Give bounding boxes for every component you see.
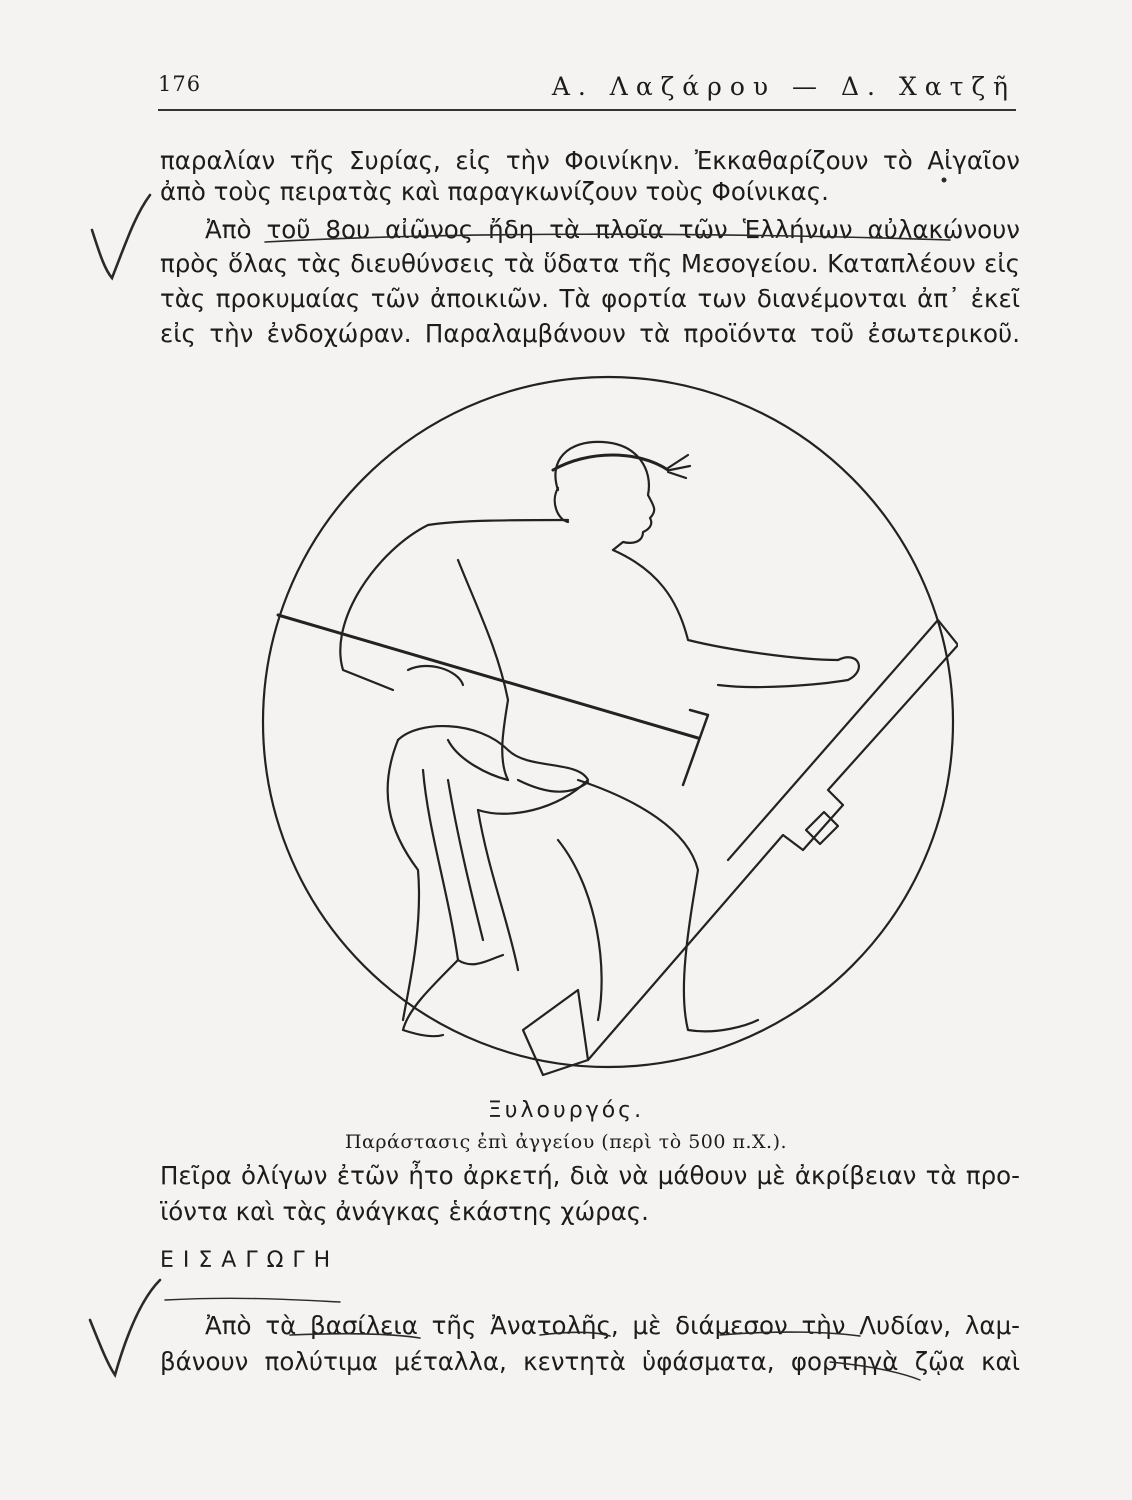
adze-blade — [683, 710, 708, 785]
text-line: παραλίαν τῆς Συρίας, εἰς τὴν Φοινίκην. Ἐκκαθαρίζουν τὸ Αἰγαῖον — [160, 146, 1020, 175]
drapery-left — [388, 740, 419, 1020]
page-header — [158, 70, 1016, 104]
carpenter-arm-front — [613, 550, 838, 660]
text-line: πρὸς ὅλας τὰς διευθύνσεις τὰ ὕδατα τῆς Μεσογείου. Καταπλέουν εἰς — [160, 249, 1020, 278]
section-heading: ΕΙΣΑΓΩΓΗ — [160, 1248, 340, 1273]
header-rule — [158, 109, 1016, 111]
checkmark-bottom-icon — [90, 1280, 160, 1375]
text-line: ϊόντα καὶ τὰς ἀνάγκας ἑκάστης χώρας. — [160, 1197, 649, 1226]
page-number: 176 — [158, 72, 202, 96]
text-line: Ἀπὸ τοῦ 8ου αἰῶνος ἤδη τὰ πλοῖα τῶν Ἑλλήνων αὐλακώνουν — [205, 215, 1020, 244]
underline-mark — [165, 1298, 340, 1302]
vase-illustration — [258, 370, 958, 1090]
running-title: Α. Λαζάρου — Δ. Χατζῆ — [551, 72, 1016, 101]
figure-caption-subtitle: Παράστασις ἐπὶ ἀγγείου (περὶ τὸ 500 π.Χ.). — [344, 1131, 788, 1153]
text-line: εἰς τὴν ἐνδοχώραν. Παραλαμβάνουν τὰ προϊόντα τοῦ ἐσωτερικοῦ. — [160, 319, 1020, 348]
carpenter-arm-back — [340, 520, 568, 690]
text-line: βάνουν πολύτιμα μέταλλα, κεντητὰ ὑφάσματα, φορτηγὰ ζῷα καὶ — [160, 1347, 1020, 1376]
checkmark-top-icon — [92, 195, 150, 278]
figure-caption-title: Ξυλουργός. — [487, 1098, 645, 1123]
carpenter-leg-front — [578, 780, 758, 1031]
text-line: Ἀπὸ τὰ βασίλεια τῆς Ἀνατολῆς, μὲ διάμεσον τὴν Λυδίαν, λαμ- — [205, 1311, 1020, 1340]
text-line: τὰς προκυμαίας τῶν ἀποικιῶν. Τὰ φορτία των διανέμονται ἀπ᾽ ἐκεῖ — [160, 284, 1020, 313]
text-line: ἀπὸ τοὺς πειρατὰς καὶ παραγκωνίζουν τοὺς Φοίνικας. — [160, 177, 829, 206]
text-line: Πεῖρα ὀλίγων ἐτῶν ἦτο ἀρκετή, διὰ νὰ μάθουν μὲ ἀκρίβειαν τὰ προ- — [160, 1161, 1020, 1190]
